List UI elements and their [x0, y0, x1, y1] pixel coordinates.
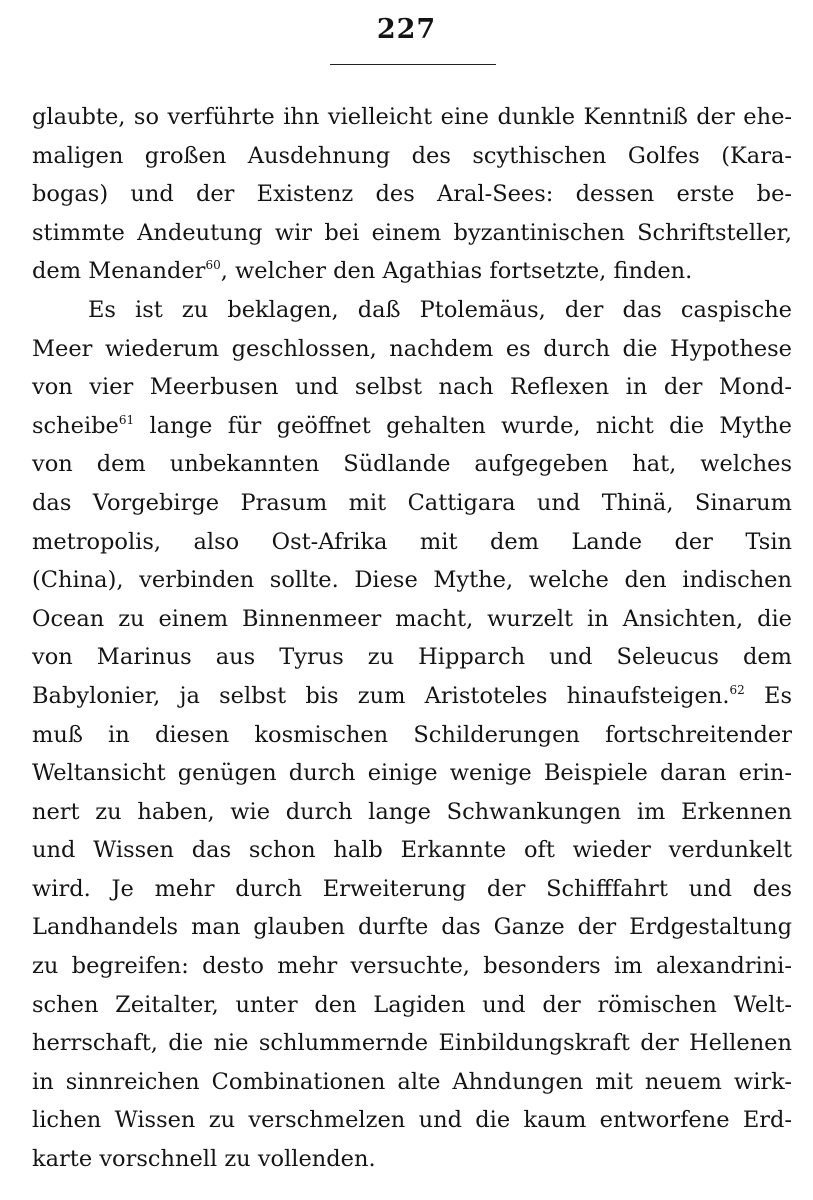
text-line: herrschaft, die nie schlummernde Einbildungskraft der Hellenen [32, 1030, 792, 1057]
text-line: und Wissen das schon halb Erkannte oft wieder verdunkelt [32, 837, 792, 864]
text-line: maligen großen Ausdehnung des scythischen Golfes (Kara- [32, 142, 792, 169]
text-line: nert zu haben, wie durch lange Schwankungen im Erkennen [32, 798, 792, 825]
text-line [32, 407, 792, 446]
footnote-ref[interactable]: 60 [205, 258, 221, 273]
text-line: bogas) und der Existenz des Aral-Sees: dessen erste be- [32, 181, 792, 208]
header-rule [330, 64, 496, 65]
text-line: von vier Meerbusen und selbst nach Reflexen in der Mond- [32, 374, 792, 401]
footnote-ref[interactable]: 62 [729, 682, 745, 697]
text-line: stimmte Andeutung wir bei einem byzantinischen Schriftsteller, [32, 219, 792, 246]
text-line: zu begreifen: desto mehr versuchte, besonders im alexandrini- [32, 953, 792, 980]
text-line: glaubte, so verführte ihn vielleicht eine dunkle Kenntniß der ehe- [32, 104, 792, 130]
body-text [32, 98, 792, 1179]
text-line: von Marinus aus Tyrus zu Hipparch und Seleucus dem [32, 644, 792, 671]
text-line: von dem unbekannten Südlande aufgegeben hat, welches [32, 451, 792, 478]
text-segment: lange für geöffnet gehalten wurde, nicht die Mythe [134, 412, 792, 439]
text-segment: scheibe [32, 412, 119, 439]
text-line: metropolis, also Ost-Afrika mit dem Lande der Tsin [32, 528, 792, 555]
text-line: Es ist zu beklagen, daß Ptolemäus, der das caspische [88, 296, 792, 323]
text-line: muß in diesen kosmischen Schilderungen fortschreitender [32, 721, 792, 748]
text-segment: Babylonier, ja selbst bis zum Aristoteles hinaufsteigen. [32, 682, 730, 709]
text-line: karte vorschnell zu vollenden. [32, 1146, 376, 1173]
text-segment: Es [744, 682, 792, 709]
text-line: lichen Wissen zu verschmelzen und die kaum entworfene Erd- [32, 1107, 792, 1134]
text-line: Ocean zu einem Binnenmeer macht, wurzelt in Ansichten, die [32, 605, 792, 632]
text-line: das Vorgebirge Prasum mit Cattigara und Thinä, Sinarum [32, 489, 792, 516]
text-segment: dem Menander [32, 258, 206, 285]
text-segment: , welcher den Agathias fortsetzte, finden. [220, 258, 693, 285]
text-line [32, 252, 792, 291]
text-line: Weltansicht genügen durch einige wenige Beispiele daran erin- [32, 760, 792, 787]
text-line: Landhandels man glauben durfte das Ganze der Erdgestaltung [32, 914, 792, 941]
text-line: wird. Je mehr durch Erweiterung der Schifffahrt und des [32, 875, 792, 902]
text-line: schen Zeitalter, unter den Lagiden und der römischen Welt- [32, 991, 792, 1018]
footnote-ref[interactable]: 61 [118, 412, 135, 427]
page-number: 227 [376, 14, 437, 45]
text-line [32, 677, 792, 716]
text-line: in sinnreichen Combinationen alte Ahndungen mit neuem wirk- [32, 1068, 792, 1095]
text-line: Meer wiederum geschlossen, nachdem es durch die Hypothese [32, 335, 792, 362]
text-line: (China), verbinden sollte. Diese Mythe, welche den indischen [32, 567, 792, 594]
